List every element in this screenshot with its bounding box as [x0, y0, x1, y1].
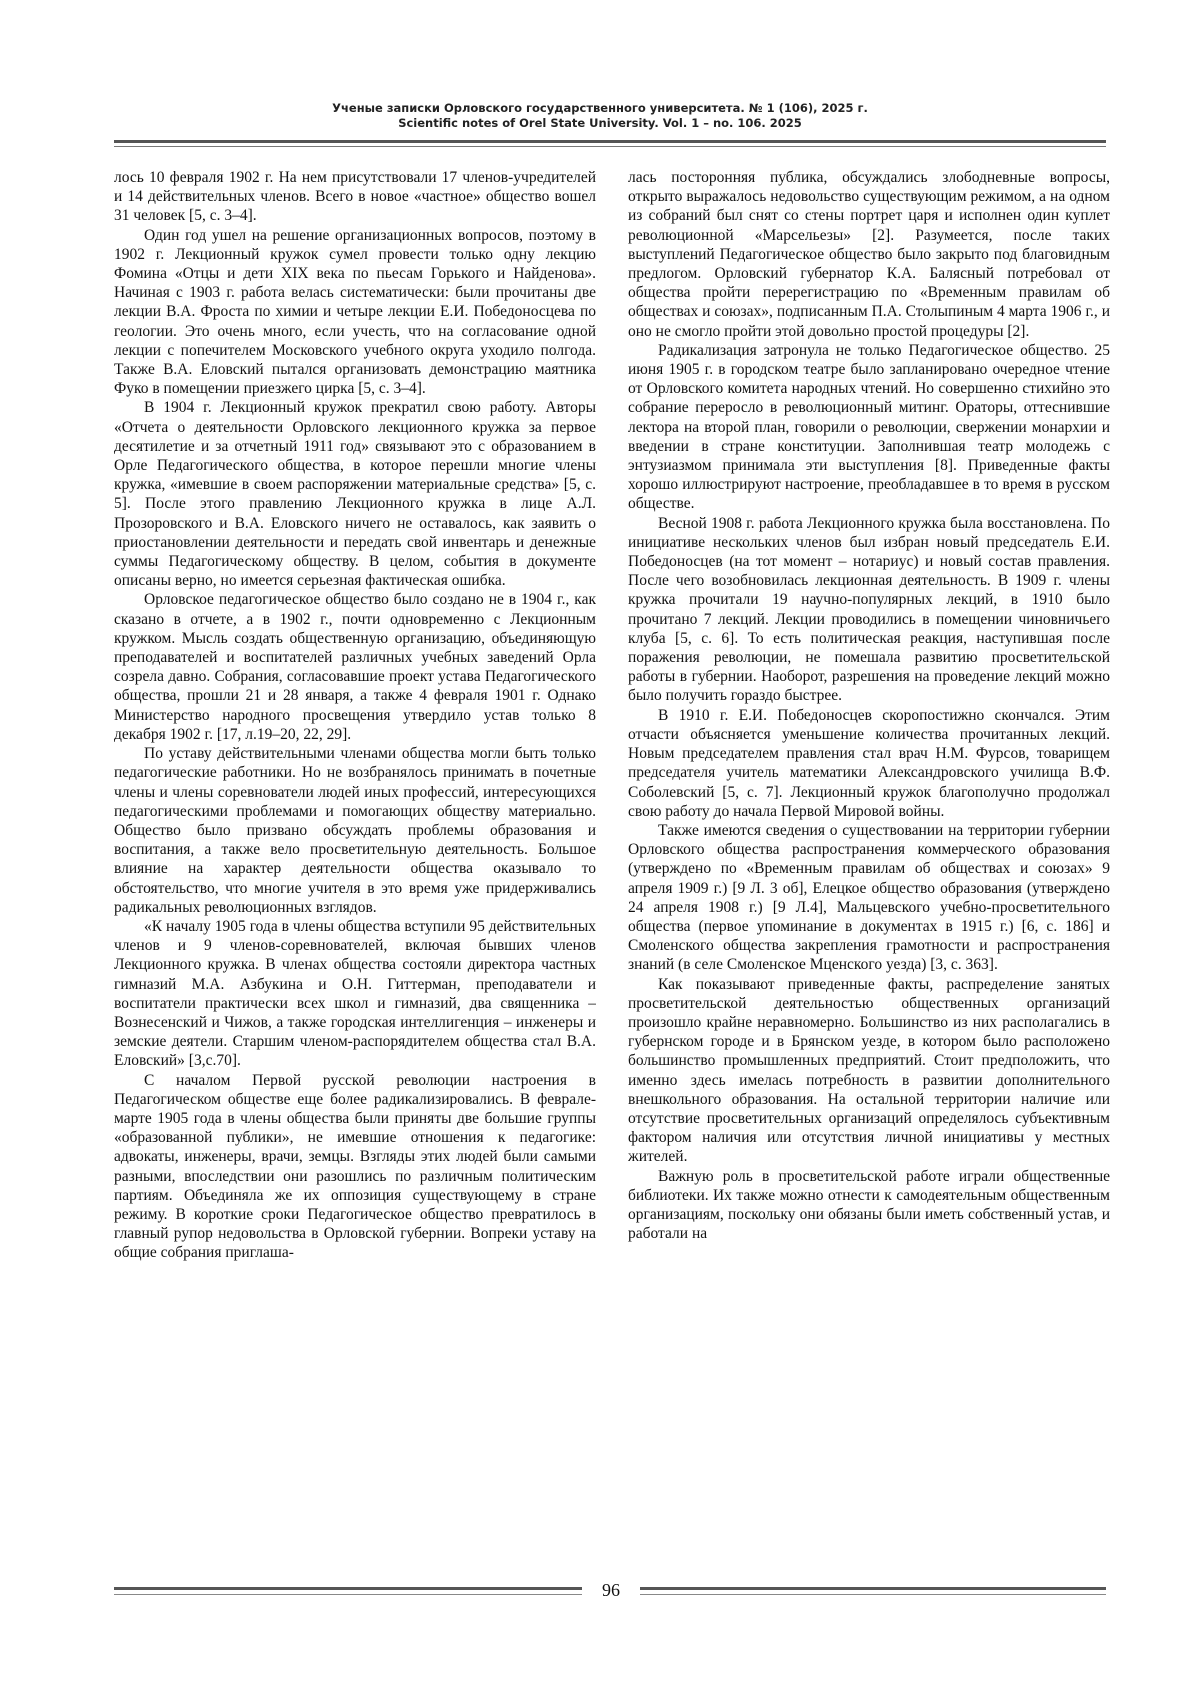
footer-rule-left: [114, 1587, 582, 1590]
paragraph: Важную роль в просветительской работе играли общественные библиотеки. Их также можно отнести к самодеятельным общественным организациям, поскольку они обязаны были иметь собственный устав, и работали на: [628, 1167, 1110, 1243]
paragraph: Весной 1908 г. работа Лекционного кружка была восстановлена. По инициативе нескольких членов был избран новый председатель Е.И. Победоносцев (на тот момент – нотариус) и новый состав правления. После чего возобновилась лекционная деятельность. В 1909 г. члены кружка прочитали 19 научно-популярных лекций, в 1910 было прочитано 7 лекций. Лекции проводились в помещении чиновничьего клуба [5, с. 6]. То есть политическая реакция, наступившая после поражения революции, не помешала развитию просветительской работы в губернии. Наоборот, разрешения на проведение лекций можно было получить гораздо быстрее.: [628, 514, 1110, 705]
paragraph: лось 10 февраля 1902 г. На нем присутствовали 17 членов-учредителей и 14 действительных членов. Всего в новое «частное» общество вошел 31 человек [5, с. 3–4].: [114, 169, 596, 225]
page-number: 96: [602, 1580, 620, 1600]
paragraph: Как показывают приведенные факты, распределение занятых просветительской деятельностью общественных организаций произошло крайне неравномерно. Большинство из них располагались в губернском городе и в Брянском уезде, в котором было расположено большинство промышленных предприятий. Стоит предположить, что именно здесь имелась потребность в развитии дополнительного внешкольного образования. На остальной территории наличие или отсутствие просветительных организаций определялось субъективным фактором наличия или отсутствия личной инициативы у местных жителей.: [628, 975, 1110, 1166]
journal-title-en: Scientific notes of Orel State University. Vol. 1 – no. 106. 2025: [398, 116, 802, 130]
paragraph: Радикализация затронула не только Педагогическое общество. 25 июня 1905 г. в городском театре было запланировано очередное чтение от Орловского комитета народных чтений. Но совершенно стихийно это собрание переросло в революционный митинг. Ораторы, оттеснившие лектора на второй план, говорили о революции, свержении монархии и введении в стране конституции. Заполнившая театр молодежь с энтузиазмом принимала эти выступления [8]. Приведенные факты хорошо иллюстрируют настроение, преобладавшее в то время в русском обществе.: [628, 341, 1110, 513]
running-header: [0, 101, 1200, 131]
header-rule-thin: [114, 146, 1106, 147]
journal-title-ru: Ученые записки Орловского государственного университета. № 1 (106), 2025 г.: [332, 101, 868, 115]
paragraph: «К началу 1905 года в члены общества вступили 95 действительных членов и 9 членов-соревнователей, включая бывших членов Лекционного кружка. В членах общества состояли директора частных гимназий М.А. Азбукина и О.Н. Гиттерман, преподаватели и воспитатели практически всех школ и гимназий, два священника – Вознесенский и Чижов, а также городская интеллигенция – инженеры и земские деятели. Старшим членом-распорядителем общества стал В.А. Еловский» [3,с.70].: [114, 917, 596, 1070]
paragraph: В 1904 г. Лекционный кружок прекратил свою работу. Авторы «Отчета о деятельности Орловского лекционного кружка за первое десятилетие и за отчетный 1911 год» связывают это с образованием в Орле Педагогического общества, в которое перешли многие члены кружка, «имевшие в своем распоряжении материальные средства» [5, с. 5]. После этого правлению Лекционного кружка в лице А.Л. Прозоровского и В.А. Еловского ничего не оставалось, как заявить о приостановлении деятельности и передать свой инвентарь и денежные суммы Педагогическому обществу. В целом, события в документе описаны верно, но имеется серьезная фактическая ошибка.: [114, 399, 596, 590]
header-rule: [114, 140, 1106, 143]
left-column: [114, 168, 596, 1548]
paragraph: Также имеются сведения о существовании на территории губернии Орловского общества распространения коммерческого образования (утверждено по «Временным правилам об обществах и союзах» 9 апреля 1909 г.) [9 Л. 3 об], Елецкое общество образования (утверждено 24 апреля 1908 г.) [9 Л.4], Мальцевского учебно-просветительного общества (первое упоминание в документах в 1915 г.) [6, с. 186] и Смоленского общества закрепления грамотности и распространения знаний (в селе Смоленское Мценского уезда) [3, с. 363].: [628, 821, 1110, 974]
paragraph: Орловское педагогическое общество было создано не в 1904 г., как сказано в отчете, а в 1902 г., почти одновременно с Лекционным кружком. Мысль создать общественную организацию, объединяющую преподавателей и воспитателей различных учебных заведений Орла созрела давно. Собрания, согласовавшие проект устава Педагогического общества, прошли 21 и 28 января, а также 4 февраля 1901 г. Однако Министерство народного просвещения утвердило устав только 8 декабря 1902 г. [17, л.19–20, 22, 29].: [114, 591, 596, 743]
paragraph: лась посторонняя публика, обсуждались злободневные вопросы, открыто выражалось недовольство существующим режимом, а на одном из собраний был снят со стены портрет царя и исполнен один куплет революционной «Марсельезы» [2]. Разумеется, после таких выступлений Педагогическое общество было закрыто под благовидным предлогом. Орловский губернатор К.А. Балясный потребовал от общества пройти перерегистрацию по «Временным правилам об обществах и союзах», подписанным П.А. Столыпиным 4 марта 1906 г., и оно не смогло пройти этой довольно простой процедуры [2].: [628, 169, 1110, 340]
footer-rule-left-thin: [114, 1594, 582, 1595]
paragraph: В 1910 г. Е.И. Победоносцев скоропостижно скончался. Этим отчасти объясняется уменьшение количества прочитанных лекций. Новым председателем правления стал врач Н.М. Фурсов, товарищем председателя учитель математики Александровского училища В.Ф. Соболевский [5, с. 7]. Лекционный кружок благополучно продолжал свою работу до начала Первой Мировой войны.: [628, 706, 1110, 820]
right-column: [628, 168, 1110, 1548]
paragraph: По уставу действительными членами общества могли быть только педагогические работники. Но не возбранялось принимать в почетные члены и члены соревнователи людей иных профессий, интересующихся педагогическими проблемами и помогающих обществу материально. Общество было призвано обсуждать проблемы образования и воспитания, а также вело просветительную деятельность. Большое влияние на характер деятельности общества оказывало то обстоятельство, что многие учителя в это время уже придерживались радикальных революционных взглядов.: [114, 745, 596, 916]
paragraph: С началом Первой русской революции настроения в Педагогическом обществе еще более радикализировались. В феврале-марте 1905 года в члены общества были приняты две большие группы «образованной публики», не имевшие отношения к педагогике: адвокаты, инженеры, врачи, земцы. Взгляды этих людей были самыми разными, впоследствии они разошлись по различным политическим партиям. Объединяла же их оппозиция существующему в стране режиму. В короткие сроки Педагогическое общество превратилось в главный рупор недовольства в Орловской губернии. Вопреки уставу на общие собрания приглаша-: [114, 1071, 596, 1262]
footer-rule-right-thin: [640, 1594, 1106, 1595]
paragraph: Один год ушел на решение организационных вопросов, поэтому в 1902 г. Лекционный кружок сумел провести только одну лекцию Фомина «Отцы и дети XIX века по пьесам Горького и Найденова». Начиная с 1903 г. работа велась систематически: были прочитаны две лекции В.А. Фроста по химии и четыре лекции Е.И. Победоносцева по геологии. Это очень много, если учесть, что на согласование одной лекции с попечителем Московского учебного округа уходило полгода. Также В.А. Еловский пытался организовать демонстрацию маятника Фуко в помещении приезжего цирка [5, с. 3–4].: [114, 226, 596, 398]
footer-rule-right: [640, 1587, 1106, 1590]
